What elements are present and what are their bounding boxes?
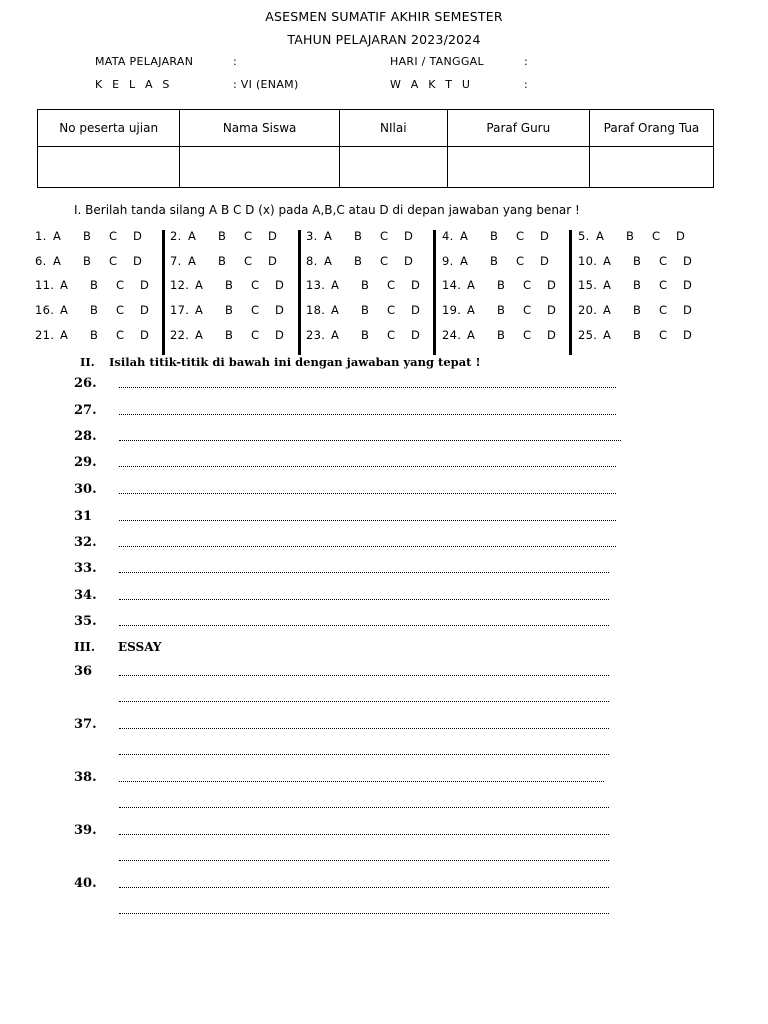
answer-option-a[interactable]: A	[467, 303, 475, 317]
answer-option-b[interactable]: B	[633, 303, 641, 317]
subject-label: MATA PELAJARAN	[95, 55, 194, 68]
essay-answer-line[interactable]	[119, 807, 609, 808]
answer-option-a[interactable]: A	[596, 229, 604, 243]
answer-option-c[interactable]: C	[387, 328, 396, 342]
question-number: 15.	[578, 278, 598, 292]
answer-option-a[interactable]: A	[603, 303, 611, 317]
answer-line[interactable]	[119, 387, 616, 388]
answer-option-c[interactable]: C	[523, 278, 532, 292]
answer-line[interactable]	[119, 599, 609, 600]
answer-line[interactable]	[119, 546, 616, 547]
answer-option-c[interactable]: C	[659, 254, 668, 268]
answer-line[interactable]	[119, 466, 616, 467]
score-cell[interactable]	[339, 147, 447, 188]
subject-value: :	[233, 55, 238, 68]
essay-number: 39.	[74, 823, 97, 838]
answer-line[interactable]	[119, 414, 616, 415]
answer-option-d[interactable]: D	[683, 328, 692, 342]
answer-option-b[interactable]: B	[361, 303, 369, 317]
answer-option-c[interactable]: C	[109, 254, 118, 268]
column-participant-number: No peserta ujian	[38, 110, 180, 147]
answer-option-c[interactable]: C	[251, 328, 260, 342]
question-number: 5.	[578, 229, 590, 243]
column-divider	[433, 230, 436, 355]
answer-option-a[interactable]: A	[331, 328, 339, 342]
essay-number: 38.	[74, 770, 97, 785]
answer-option-d[interactable]: D	[540, 229, 549, 243]
answer-option-a[interactable]: A	[460, 229, 468, 243]
question-number: 7.	[170, 254, 182, 268]
answer-option-d[interactable]: D	[683, 254, 692, 268]
question-number: 26.	[74, 376, 97, 391]
answer-option-a[interactable]: A	[60, 278, 68, 292]
question-number: 29.	[74, 455, 97, 470]
student-name-cell[interactable]	[180, 147, 340, 188]
column-teacher-signature: Paraf Guru	[447, 110, 589, 147]
answer-option-d[interactable]: D	[411, 303, 420, 317]
answer-option-c[interactable]: C	[244, 229, 253, 243]
answer-line[interactable]	[119, 493, 616, 494]
answer-option-a[interactable]: A	[603, 254, 611, 268]
essay-number: 40.	[74, 876, 97, 891]
question-number: 34.	[74, 588, 97, 603]
answer-option-d[interactable]: D	[140, 278, 149, 292]
answer-option-a[interactable]: A	[603, 278, 611, 292]
column-divider	[162, 230, 165, 355]
answer-option-c[interactable]: C	[244, 254, 253, 268]
parent-signature-cell[interactable]	[589, 147, 713, 188]
section-2-instruction: Isilah titik-titik di bawah ini dengan jawaban yang tepat !	[109, 355, 481, 369]
answer-option-d[interactable]: D	[547, 278, 556, 292]
answer-option-d[interactable]: D	[411, 328, 420, 342]
answer-option-d[interactable]: D	[683, 278, 692, 292]
answer-option-b[interactable]: B	[626, 229, 634, 243]
answer-option-a[interactable]: A	[324, 254, 332, 268]
essay-answer-line[interactable]	[119, 834, 609, 835]
essay-answer-line[interactable]	[119, 701, 609, 702]
class-label: K E L A S	[95, 78, 173, 91]
answer-option-c[interactable]: C	[251, 303, 260, 317]
question-number: 6.	[35, 254, 47, 268]
column-student-name: Nama Siswa	[180, 110, 340, 147]
question-number: 19.	[442, 303, 462, 317]
time-value: :	[524, 78, 529, 91]
answer-option-c[interactable]: C	[380, 254, 389, 268]
answer-option-a[interactable]: A	[467, 278, 475, 292]
question-number: 18.	[306, 303, 326, 317]
answer-option-c[interactable]: C	[523, 328, 532, 342]
exam-title: ASESMEN SUMATIF AKHIR SEMESTER	[265, 9, 503, 24]
question-number: 21.	[35, 328, 55, 342]
answer-option-b[interactable]: B	[218, 254, 226, 268]
answer-option-d[interactable]: D	[547, 328, 556, 342]
answer-option-c[interactable]: C	[387, 278, 396, 292]
answer-option-b[interactable]: B	[354, 254, 362, 268]
question-number: 22.	[170, 328, 190, 342]
answer-option-a[interactable]: A	[324, 229, 332, 243]
answer-option-b[interactable]: B	[225, 303, 233, 317]
question-number: 3.	[306, 229, 318, 243]
answer-option-c[interactable]: C	[116, 303, 125, 317]
question-number: 28.	[74, 429, 97, 444]
question-number: 24.	[442, 328, 462, 342]
answer-option-c[interactable]: C	[387, 303, 396, 317]
answer-option-c[interactable]: C	[109, 229, 118, 243]
question-number: 9.	[442, 254, 454, 268]
answer-line[interactable]	[119, 625, 609, 626]
question-number: 8.	[306, 254, 318, 268]
question-number: 20.	[578, 303, 598, 317]
answer-option-a[interactable]: A	[195, 328, 203, 342]
essay-number: 37.	[74, 717, 97, 732]
question-number: 1.	[35, 229, 47, 243]
answer-option-c[interactable]: C	[652, 229, 661, 243]
answer-option-b[interactable]: B	[83, 254, 91, 268]
answer-option-d[interactable]: D	[547, 303, 556, 317]
question-number: 30.	[74, 482, 97, 497]
answer-option-b[interactable]: B	[225, 278, 233, 292]
answer-option-a[interactable]: A	[60, 328, 68, 342]
answer-option-c[interactable]: C	[659, 328, 668, 342]
question-number: 31	[74, 509, 93, 524]
essay-number: 36	[74, 664, 93, 679]
answer-option-a[interactable]: A	[188, 229, 196, 243]
answer-option-d[interactable]: D	[411, 278, 420, 292]
answer-option-d[interactable]: D	[404, 254, 413, 268]
question-number: 33.	[74, 561, 97, 576]
answer-line[interactable]	[119, 520, 616, 521]
identity-table-header	[38, 110, 714, 147]
question-number: 14.	[442, 278, 462, 292]
answer-option-a[interactable]: A	[603, 328, 611, 342]
answer-option-b[interactable]: B	[633, 254, 641, 268]
answer-option-c[interactable]: C	[659, 278, 668, 292]
column-divider	[569, 230, 572, 355]
answer-option-c[interactable]: C	[251, 278, 260, 292]
question-number: 10.	[578, 254, 598, 268]
answer-option-a[interactable]: A	[331, 303, 339, 317]
answer-option-d[interactable]: D	[404, 229, 413, 243]
answer-option-c[interactable]: C	[659, 303, 668, 317]
section-3-title: ESSAY	[118, 640, 162, 654]
answer-option-b[interactable]: B	[497, 328, 505, 342]
teacher-signature-cell[interactable]	[447, 147, 589, 188]
answer-option-d[interactable]: D	[275, 303, 284, 317]
essay-answer-line[interactable]	[119, 754, 609, 755]
answer-option-b[interactable]: B	[83, 229, 91, 243]
section-1-instruction: I. Berilah tanda silang A B C D (x) pada A,B,C atau D di depan jawaban yang benar !	[74, 203, 580, 217]
question-number: 12.	[170, 278, 190, 292]
answer-option-b[interactable]: B	[218, 229, 226, 243]
question-number: 35.	[74, 614, 97, 629]
answer-option-d[interactable]: D	[275, 328, 284, 342]
answer-option-d[interactable]: D	[133, 229, 142, 243]
answer-option-b[interactable]: B	[361, 278, 369, 292]
question-number: 4.	[442, 229, 454, 243]
question-number: 32.	[74, 535, 97, 550]
essay-answer-line[interactable]	[119, 860, 609, 861]
answer-option-a[interactable]: A	[53, 229, 61, 243]
answer-option-b[interactable]: B	[497, 303, 505, 317]
answer-option-d[interactable]: D	[268, 229, 277, 243]
column-divider	[298, 230, 301, 355]
answer-option-a[interactable]: A	[460, 254, 468, 268]
answer-option-c[interactable]: C	[116, 278, 125, 292]
answer-option-b[interactable]: B	[490, 229, 498, 243]
answer-option-c[interactable]: C	[116, 328, 125, 342]
section-2-numeral: II.	[80, 355, 95, 369]
question-number: 25.	[578, 328, 598, 342]
academic-year: TAHUN PELAJARAN 2023/2024	[287, 32, 481, 47]
answer-option-b[interactable]: B	[90, 303, 98, 317]
answer-option-b[interactable]: B	[90, 278, 98, 292]
answer-option-c[interactable]: C	[516, 254, 525, 268]
answer-option-a[interactable]: A	[60, 303, 68, 317]
answer-option-b[interactable]: B	[90, 328, 98, 342]
answer-option-c[interactable]: C	[523, 303, 532, 317]
answer-option-a[interactable]: A	[467, 328, 475, 342]
answer-line[interactable]	[119, 572, 609, 573]
column-score: NIlai	[339, 110, 447, 147]
answer-option-d[interactable]: D	[275, 278, 284, 292]
question-number: 16.	[35, 303, 55, 317]
answer-option-b[interactable]: B	[633, 278, 641, 292]
day-date-value: :	[524, 55, 529, 68]
question-number: 23.	[306, 328, 326, 342]
essay-answer-line[interactable]	[119, 781, 604, 782]
identity-table-entry-row	[38, 147, 714, 188]
question-number: 2.	[170, 229, 182, 243]
class-value: : VI (ENAM)	[233, 78, 299, 91]
answer-option-a[interactable]: A	[195, 278, 203, 292]
participant-number-cell[interactable]	[38, 147, 180, 188]
time-label: W A K T U	[390, 78, 474, 91]
answer-option-d[interactable]: D	[676, 229, 685, 243]
answer-option-c[interactable]: C	[516, 229, 525, 243]
section-3-numeral: III.	[74, 640, 96, 654]
student-identity-table	[37, 109, 714, 188]
answer-option-d[interactable]: D	[140, 328, 149, 342]
answer-option-b[interactable]: B	[633, 328, 641, 342]
day-date-label: HARI / TANGGAL	[390, 55, 484, 68]
question-number: 17.	[170, 303, 190, 317]
column-parent-signature: Paraf Orang Tua	[589, 110, 713, 147]
answer-option-b[interactable]: B	[490, 254, 498, 268]
answer-option-b[interactable]: B	[497, 278, 505, 292]
answer-option-b[interactable]: B	[361, 328, 369, 342]
answer-option-d[interactable]: D	[540, 254, 549, 268]
answer-option-a[interactable]: A	[331, 278, 339, 292]
essay-answer-line[interactable]	[119, 913, 609, 914]
essay-answer-line[interactable]	[119, 887, 609, 888]
answer-option-d[interactable]: D	[133, 254, 142, 268]
answer-option-b[interactable]: B	[354, 229, 362, 243]
answer-option-d[interactable]: D	[140, 303, 149, 317]
answer-line[interactable]	[119, 440, 621, 441]
answer-option-a[interactable]: A	[195, 303, 203, 317]
question-number: 27.	[74, 403, 97, 418]
essay-answer-line[interactable]	[119, 675, 609, 676]
answer-option-d[interactable]: D	[683, 303, 692, 317]
essay-answer-line[interactable]	[119, 728, 609, 729]
answer-option-d[interactable]: D	[268, 254, 277, 268]
answer-option-b[interactable]: B	[225, 328, 233, 342]
answer-option-a[interactable]: A	[53, 254, 61, 268]
question-number: 13.	[306, 278, 326, 292]
answer-option-c[interactable]: C	[380, 229, 389, 243]
question-number: 11.	[35, 278, 55, 292]
answer-option-a[interactable]: A	[188, 254, 196, 268]
